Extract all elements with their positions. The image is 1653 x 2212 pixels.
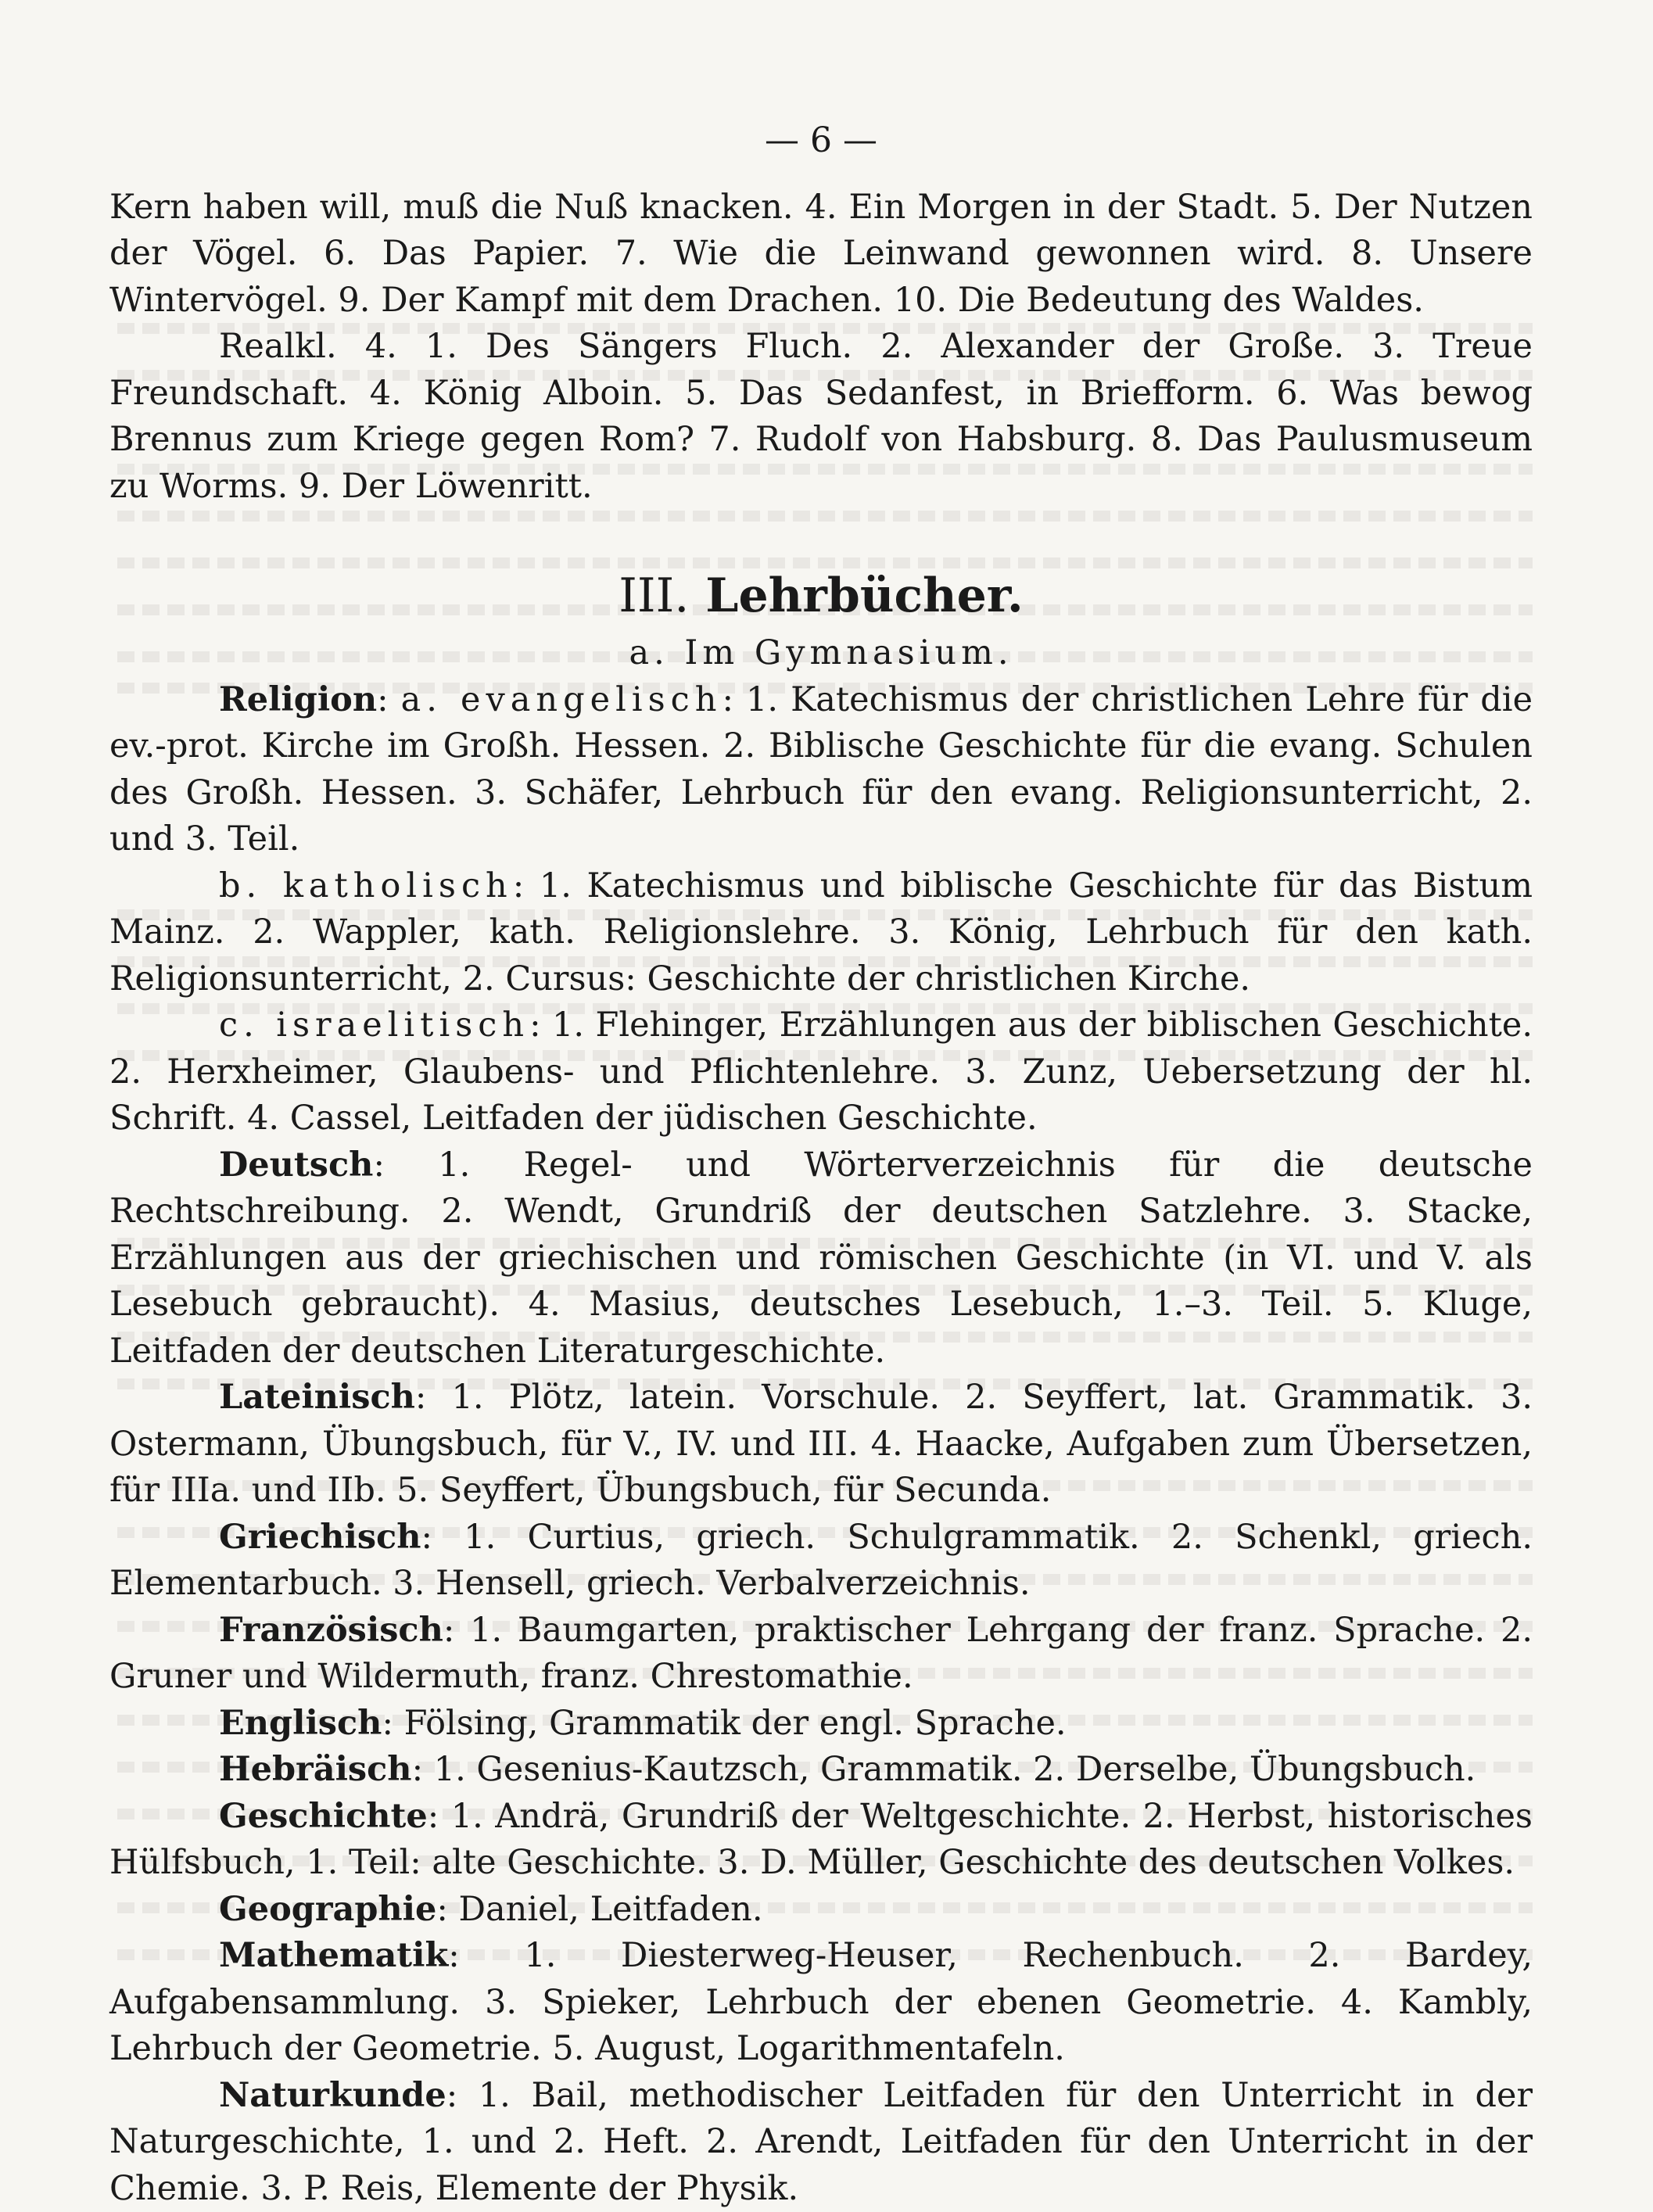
subject-text: 1. Katechismus und biblische Geschichte für das Bistum Mainz. 2. Wappler, kath. Religionslehre. 3. König, Lehrbuch für den kath. Religionsunterricht, 2. Cursus: Geschichte der christlichen Kirche. xyxy=(109,866,1533,998)
subject-text: 1. Gesenius-Kautzsch, Grammatik. 2. Derselbe, Übungsbuch. xyxy=(434,1750,1476,1789)
subject-entry-naturkunde: Naturkunde: 1. Bail, methodischer Leitfaden für den Unterricht in der Naturgeschichte, 1. und 2. Heft. 2. Arendt, Leitfaden für den Unterricht in der Chemie. 3. P. Reis, Elemente der Physik. xyxy=(109,2073,1533,2212)
subject-label: Mathematik xyxy=(219,1936,448,1975)
subject-entry-deutsch: Deutsch: 1. Regel- und Wörterverzeichnis für die deutsche Rechtschreibung. 2. Wendt, Grundriß der deutschen Satzlehre. 3. Stacke, Erzählungen aus der griechischen und römischen Geschichte (in VI. und V. als Lesebuch gebraucht). 4. Masius, deutsches Lesebuch, 1.–3. Teil. 5. Kluge, Leitfaden der deutschen Literaturgeschichte. xyxy=(109,1142,1533,1375)
denomination-label: a. evangelisch xyxy=(401,680,723,719)
subject-entry-franzoesisch: Französisch: 1. Baumgarten, praktischer Lehrgang der franz. Sprache. 2. Gruner und Wildermuth, franz. Chrestomathie. xyxy=(109,1608,1533,1701)
subject-entry-hebraeisch: Hebräisch: 1. Gesenius-Kautzsch, Grammatik. 2. Derselbe, Übungsbuch. xyxy=(109,1747,1533,1794)
subject-text: 1. Katechismus der christlichen Lehre für die ev.-prot. Kirche im Großh. Hessen. 2. Biblische Geschichte für die evang. Schulen des Großh. Hessen. 3. Schäfer, Lehrbuch für den evang. Religionsunterricht, 2. und 3. Teil. xyxy=(109,680,1533,859)
subject-label: Geschichte xyxy=(219,1797,428,1836)
section-title: Lehrbücher. xyxy=(705,568,1024,623)
subject-label: Geographie xyxy=(219,1890,436,1929)
subject-text: 1. Regel- und Wörterverzeichnis für die deutsche Rechtschreibung. 2. Wendt, Grundriß der deutschen Satzlehre. 3. Stacke, Erzählungen aus der griechischen und römischen Geschichte (in VI. und V. als Lesebuch gebraucht). 4. Masius, deutsches Lesebuch, 1.–3. Teil. 5. Kluge, Leitfaden der deutschen Literaturgeschichte. xyxy=(109,1145,1533,1371)
intro-paragraph: Kern haben will, muß die Nuß knacken. 4. Ein Morgen in der Stadt. 5. Der Nutzen der Vögel. 6. Das Papier. 7. Wie die Leinwand gewonnen wird. 8. Unsere Wintervögel. 9. Der Kampf mit dem Drachen. 10. Die Bedeutung des Waldes. xyxy=(109,185,1533,324)
page-number: — 6 — xyxy=(109,117,1533,164)
religion-israelitisch: c. israelitisch: 1. Flehinger, Erzählungen aus der biblischen Geschichte. 2. Herxheimer, Glaubens- und Pflichtenlehre. 3. Zunz, Uebersetzung der hl. Schrift. 4. Cassel, Leitfaden der jüdischen Geschichte. xyxy=(109,1002,1533,1142)
subject-label: Lateinisch xyxy=(219,1378,415,1417)
subject-text: 1. Curtius, griech. Schulgrammatik. 2. Schenkl, griech. Elementarbuch. 3. Hensell, griech. Verbalverzeichnis. xyxy=(109,1518,1533,1604)
subject-entry-lateinisch: Lateinisch: 1. Plötz, latein. Vorschule. 2. Seyffert, lat. Grammatik. 3. Ostermann, Übungsbuch, für V., IV. und III. 4. Haacke, Aufgaben zum Übersetzen, für IIIa. und IIb. 5. Seyffert, Übungsbuch, für Secunda. xyxy=(109,1375,1533,1515)
subject-label: Deutsch xyxy=(219,1145,373,1185)
subject-text: 1. Bail, methodischer Leitfaden für den Unterricht in der Naturgeschichte, 1. und 2. Heft. 2. Arendt, Leitfaden für den Unterricht in der Chemie. 3. P. Reis, Elemente der Physik. xyxy=(109,2076,1533,2208)
subject-label: Hebräisch xyxy=(219,1750,412,1789)
subject-text: 1. Baumgarten, praktischer Lehrgang der franz. Sprache. 2. Gruner und Wildermuth, franz. Chrestomathie. xyxy=(109,1611,1533,1697)
realkl-paragraph: Realkl. 4. 1. Des Sängers Fluch. 2. Alexander der Große. 3. Treue Freundschaft. 4. König Alboin. 5. Das Sedanfest, in Briefform. 6. Was bewog Brennus zum Kriege gegen Rom? 7. Rudolf von Habsburg. 8. Das Paulusmuseum zu Worms. 9. Der Löwenritt. xyxy=(109,324,1533,510)
section-number: III. xyxy=(619,568,689,623)
section-subtitle: a. Im Gymnasium. xyxy=(109,630,1533,677)
subject-entry-geschichte: Geschichte: 1. Andrä, Grundriß der Weltgeschichte. 2. Herbst, historisches Hülfsbuch, 1. Teil: alte Geschichte. 3. D. Müller, Geschichte des deutschen Volkes. xyxy=(109,1794,1533,1887)
subject-entry-geographie: Geographie: Daniel, Leitfaden. xyxy=(109,1887,1533,1934)
subject-text: 1. Flehinger, Erzählungen aus der biblischen Geschichte. 2. Herxheimer, Glaubens- und Pflichtenlehre. 3. Zunz, Uebersetzung der hl. Schrift. 4. Cassel, Leitfaden der jüdischen Geschichte. xyxy=(109,1006,1533,1138)
subject-label: Französisch xyxy=(219,1611,443,1650)
denomination-label: b. katholisch xyxy=(219,866,513,905)
subject-label: Naturkunde xyxy=(219,2076,446,2115)
subject-text: 1. Plötz, latein. Vorschule. 2. Seyffert, lat. Grammatik. 3. Ostermann, Übungsbuch, für V., IV. und III. 4. Haacke, Aufgaben zum Übersetzen, für IIIa. und IIb. 5. Seyffert, Übungsbuch, für Secunda. xyxy=(109,1378,1533,1510)
subject-entry-mathematik: Mathematik: 1. Diesterweg-Heuser, Rechenbuch. 2. Bardey, Aufgabensammlung. 3. Spieker, Lehrbuch der ebenen Geometrie. 4. Kambly, Lehrbuch der Geometrie. 5. August, Logarithmentafeln. xyxy=(109,1933,1533,2073)
subject-entry-englisch: Englisch: Fölsing, Grammatik der engl. Sprache. xyxy=(109,1701,1533,1748)
subject-text: 1. Andrä, Grundriß der Weltgeschichte. 2. Herbst, historisches Hülfsbuch, 1. Teil: alte Geschichte. 3. D. Müller, Geschichte des deutschen Volkes. xyxy=(109,1797,1533,1883)
subject-text: 1. Diesterweg-Heuser, Rechenbuch. 2. Bardey, Aufgabensammlung. 3. Spieker, Lehrbuch der ebenen Geometrie. 4. Kambly, Lehrbuch der Geometrie. 5. August, Logarithmentafeln. xyxy=(109,1936,1533,2068)
subject-label: Griechisch xyxy=(219,1518,421,1557)
subject-label: Englisch xyxy=(219,1704,382,1743)
subject-entry-griechisch: Griechisch: 1. Curtius, griech. Schulgrammatik. 2. Schenkl, griech. Elementarbuch. 3. Hensell, griech. Verbalverzeichnis. xyxy=(109,1515,1533,1608)
religion-evangelisch: Religion: a. evangelisch: 1. Katechismus der christlichen Lehre für die ev.-prot. Kirche im Großh. Hessen. 2. Biblische Geschichte für die evang. Schulen des Großh. Hessen. 3. Schäfer, Lehrbuch für den evang. Religionsunterricht, 2. und 3. Teil. xyxy=(109,677,1533,863)
religion-katholisch: b. katholisch: 1. Katechismus und biblische Geschichte für das Bistum Mainz. 2. Wappler, kath. Religionslehre. 3. König, Lehrbuch für den kath. Religionsunterricht, 2. Cursus: Geschichte der christlichen Kirche. xyxy=(109,863,1533,1003)
subject-text: Daniel, Leitfaden. xyxy=(459,1890,763,1929)
section-heading xyxy=(109,565,1533,627)
denomination-label: c. israelitisch xyxy=(219,1006,529,1045)
subject-text: Fölsing, Grammatik der engl. Sprache. xyxy=(404,1704,1067,1743)
document-page xyxy=(109,117,1533,2212)
subject-label: Religion xyxy=(219,680,377,719)
